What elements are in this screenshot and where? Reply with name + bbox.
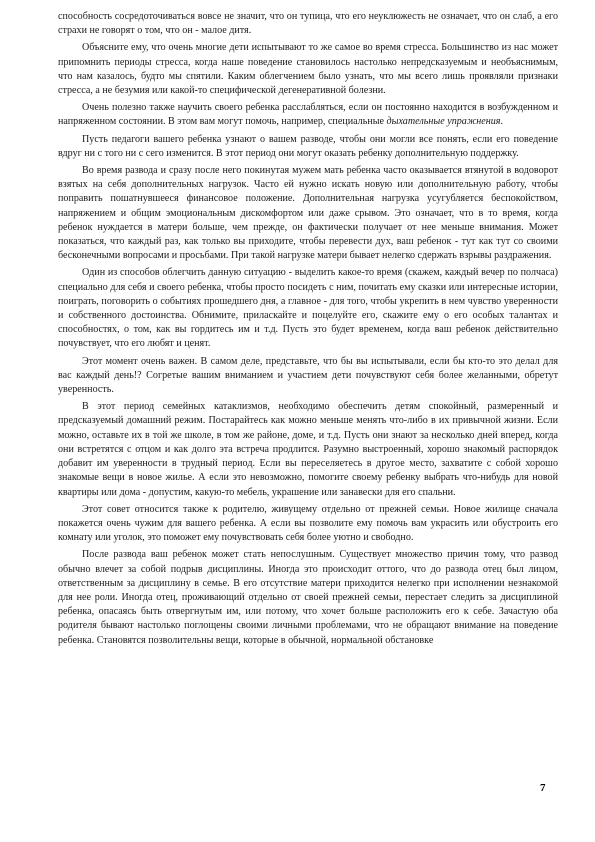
paragraph-8: В этот период семейных катаклизмов, необходимо обеспечить детям спокойный, размеренный и предсказуемый домашний режим. Постарайтесь как можно меньше менять что-либо в их привычной жизни. Если можно, оставьте их в той же школе, в том же районе, доме, и т.д. Пусть они знают за несколько дней вперед, когда они встретятся с отцом и как долго эта встреча продлится. Разумно выстроенный, хорошо знакомый распорядок добавит им уверенности в трудный период. Если вы переселяетесь в другое место, захватите с собой хорошо знакомые вещи в новое жилье. А если это невозможно, помогите своему ребенку выбрать что-нибудь для новой квартиры или дома - допустим, какую-то мебель, украшение или занавески для его спальни. xyxy=(58,401,558,498)
page-number: 7 xyxy=(540,782,546,794)
paragraph-3-text: Очень полезно также научить своего ребенка расслабляться, если он постоянно находится в возбужденном и напряженном состоянии. В этом вам могут помочь, например, специальные xyxy=(58,102,558,128)
paragraph-3: Очень полезно также научить своего ребенка расслабляться, если он постоянно находится в возбужденном и напряженном состоянии. В этом вам могут помочь, например, специальные дыхательные упражнения. xyxy=(58,102,558,128)
paragraph-1: способность сосредоточиваться вовсе не значит, что он тупица, что его неуклюжесть не означает, что он слаб, а его страхи не говорят о том, что он - малое дитя. xyxy=(58,11,558,37)
paragraph-4: Пусть педагоги вашего ребенка узнают о вашем разводе, чтобы они могли все понять, если его поведение вдруг ни с того ни с сего изменится. В этот период они могут оказать ребенку дополнительную поддержку. xyxy=(58,133,558,159)
page-body xyxy=(58,10,558,651)
paragraph-5: Во время развода и сразу после него покинутая мужем мать ребенка часто оказывается втянутой в водоворот взятых на себя дополнительных нагрузок. Часто ей нужно искать новую или дополнительную работу, чтобы поправить пошатнувшееся финансовое положение. Дополнительная нагрузка усугубляется беспокойством, напряжением и общим эмоциональным дискомфортом или даже срывом. Это означает, что в то время, когда ребенок нуждается в матери больше, чем прежде, он фактически получает от нее меньше внимания. Может показаться, что каждый раз, как только вы приходите, чтобы перевести дух, ваш ребенок - тут как тут со своими бесконечными вопросами и просьбами. При такой нагрузке матери бывает нелегко сдержать взрывы раздражения. xyxy=(58,165,558,262)
paragraph-3-italic-phrase: дыхательные упражнения xyxy=(386,116,501,128)
paragraph-10: После развода ваш ребенок может стать непослушным. Существует множество причин тому, что развод обычно влечет за собой подрыв дисциплины. Иногда это происходит оттого, что до развода отец был лицом, ответственным за дисциплину в семье. В его отсутствие матери приходится нелегко при исполнении незнакомой для нее роли. Иногда отец, проживающий отдельно от своей прежней семьи, перестает следить за дисциплиной ребенка, опасаясь быть отвергнутым им, или потому, что хочет больше расположить его к себе. Зачастую оба родителя бывают настолько поглощены своими личными проблемами, что не обращают внимание на поведение ребенка. Становятся позволительны вещи, которые в обычной, нормальной обстановке xyxy=(58,549,558,646)
paragraph-9: Этот совет относится также к родителю, живущему отдельно от прежней семьи. Новое жилище сначала покажется очень чужим для вашего ребенка. А если вы позволите ему помочь вам украсить или обустроить его комнату или уголок, это поможет ему почувствовать себя более уютно и свободно. xyxy=(58,503,558,544)
paragraph-2: Объясните ему, что очень многие дети испытывают то же самое во время стресса. Большинство из нас может припомнить периоды стресса, когда наше поведение становилось настолько непредсказуемым и необъяснимым, что нам казалось, будто мы спятили. Каким облегчением было узнать, что мы всего лишь проявляли признаки стресса, а не безумия или какой-то специфической дегенеративной болезни. xyxy=(58,42,558,97)
paragraph-7: Этот момент очень важен. В самом деле, представьте, что бы вы испытывали, если бы кто-то это делал для вас каждый день!? Согретые вашим вниманием и участием дети почувствуют себя более желанными, обретут уверенность. xyxy=(58,355,558,396)
paragraph-6: Один из способов облегчить данную ситуацию - выделить какое-то время (скажем, каждый вечер по полчаса) специально для себя и своего ребенка, чтобы просто посидеть с ним, почитать ему сказки или интересные истории, поиграть, поговорить о событиях прошедшего дня, а главное - для того, чтобы укрепить в нем чувство уверенности и собственного достоинства. Обнимите, приласкайте и поцелуйте его, скажите ему о его особых талантах и способностях, о том, как вы гордитесь им и т.д. Пусть это будет временем, когда ваш ребенок действительно почувствует, что его любят и ценят. xyxy=(58,267,558,350)
